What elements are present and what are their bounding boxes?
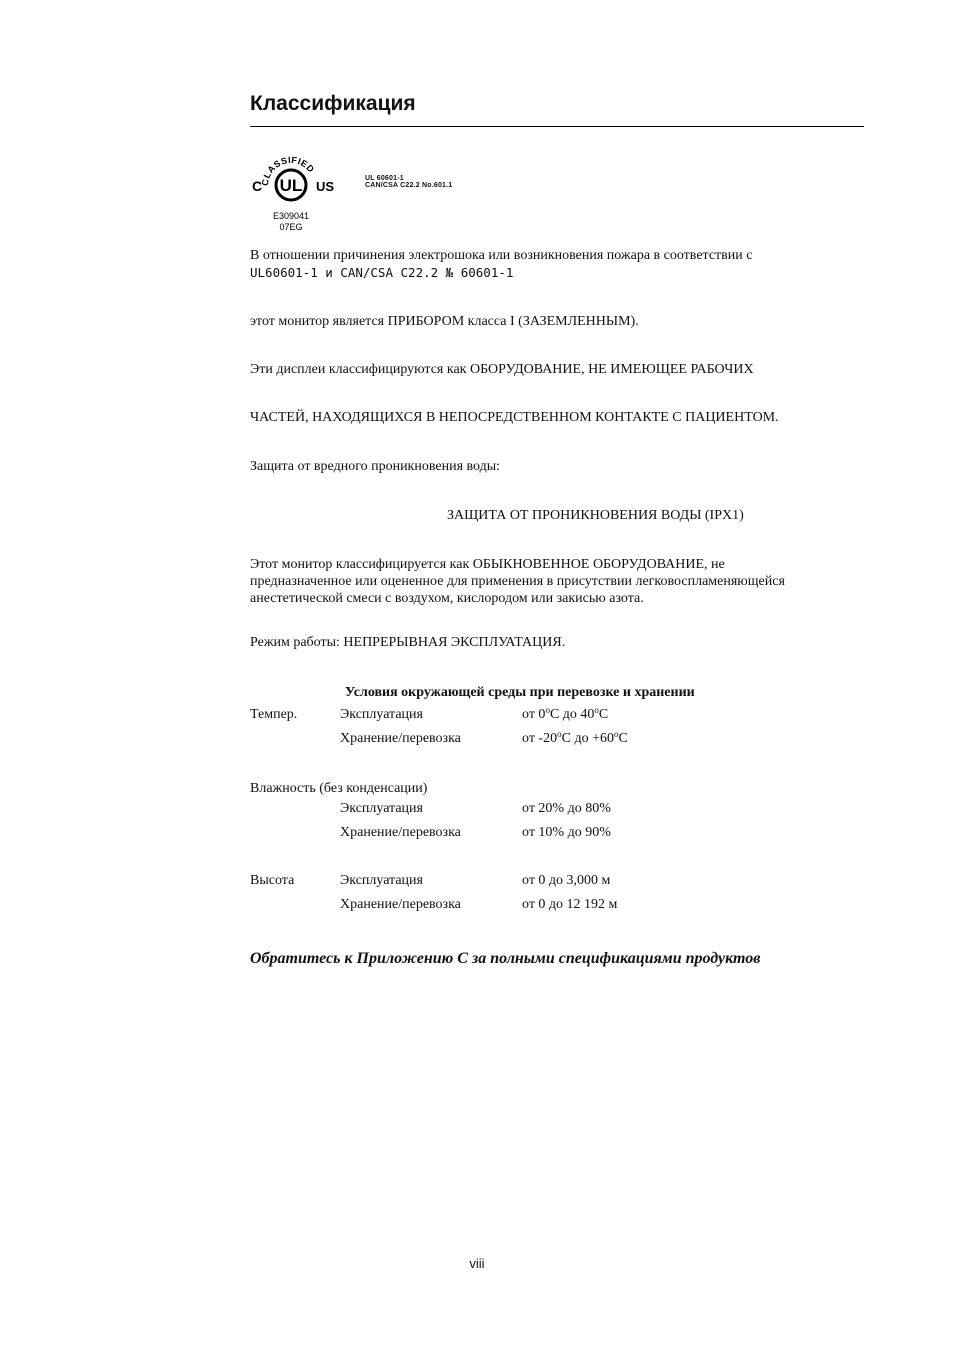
page-title: Классификация xyxy=(250,92,416,115)
env-alt-st-value: от 0 до 12 192 м xyxy=(522,897,618,912)
ul-standards xyxy=(365,175,452,189)
paragraph-line: предназначенное или оцененное для применения в присутствии легковоспламеняющейся xyxy=(250,574,785,589)
paragraph-shock-fire xyxy=(250,247,752,281)
env-temp-op-value: от 0$^o$C до 40$^o$C xyxy=(522,705,609,722)
env-humidity-label: Влажность (без конденсации) xyxy=(250,781,428,796)
ul-classified-logo xyxy=(250,146,342,236)
ul-c: C xyxy=(252,178,263,194)
paragraph-line-standards: UL60601-1 и CAN/CSA C22.2 № 60601-1 xyxy=(250,265,514,280)
env-hum-op-value: от 20% до 80% xyxy=(522,801,611,816)
env-alt-st-label: Хранение/перевозка xyxy=(340,897,461,912)
env-hum-st-label: Хранение/перевозка xyxy=(340,825,461,840)
paragraph-water-label: Защита от вредного проникновения воды: xyxy=(250,459,501,474)
ul-standard-1: UL 60601-1 xyxy=(365,175,404,182)
title-rule xyxy=(250,126,864,127)
env-altitude-label: Высота xyxy=(250,873,295,888)
env-heading: Условия окружающей среды при перевозке и хранении xyxy=(345,685,695,700)
paragraph-line: В отношении причинения электрошока или возникновения пожара в соответствии с xyxy=(250,248,753,263)
env-temp-st-value: от -20$^o$C до $+60^oC$ xyxy=(522,729,628,746)
env-temp-label: Темпер. xyxy=(250,707,298,722)
ul-us: US xyxy=(316,179,335,194)
env-hum-st-value: от 10% до 90% xyxy=(522,825,611,840)
ul-mark: UL xyxy=(279,176,303,195)
paragraph-line: анестетической смеси с воздухом, кислородом или закисью азота. xyxy=(250,591,644,606)
paragraph-ordinary-equipment xyxy=(250,556,785,607)
paragraph-operation-mode: Режим работы: НЕПРЕРЫВНАЯ ЭКСПЛУАТАЦИЯ. xyxy=(250,635,566,650)
paragraph-equipment-1: Эти дисплеи классифицируются как ОБОРУДОВАНИЕ, НЕ ИМЕЮЩЕЕ РАБОЧИХ xyxy=(250,362,754,377)
ul-code: 07EG xyxy=(279,222,303,232)
paragraph-equipment-2: ЧАСТЕЙ, НАХОДЯЩИХСЯ В НЕПОСРЕДСТВЕННОМ КОНТАКТЕ С ПАЦИЕНТОМ. xyxy=(250,410,779,425)
env-hum-op-label: Эксплуатация xyxy=(340,801,423,816)
ul-arc-text: CLASSIFIED xyxy=(259,154,317,187)
env-alt-op-label: Эксплуатация xyxy=(340,873,423,888)
env-alt-op-value: от 0 до 3,000 м xyxy=(522,873,611,888)
paragraph-water-ipx1: ЗАЩИТА ОТ ПРОНИКНОВЕНИЯ ВОДЫ (IPX1) xyxy=(447,508,744,523)
paragraph-class: этот монитор является ПРИБОРОМ класса I (ЗАЗЕМЛЕННЫМ). xyxy=(250,314,639,329)
page-number: viii xyxy=(469,1256,485,1271)
ul-standard-2: CAN/CSA C22.2 No.601.1 xyxy=(365,182,453,189)
env-temp-op-label: Эксплуатация xyxy=(340,707,423,722)
appendix-reference: Обратитесь к Приложению C за полными спецификациями продуктов xyxy=(250,950,761,967)
paragraph-line: Этот монитор классифицируется как ОБЫКНОВЕННОЕ ОБОРУДОВАНИЕ, не xyxy=(250,557,725,572)
env-temp-st-label: Хранение/перевозка xyxy=(340,731,461,746)
ul-file-no: E309041 xyxy=(272,211,310,221)
